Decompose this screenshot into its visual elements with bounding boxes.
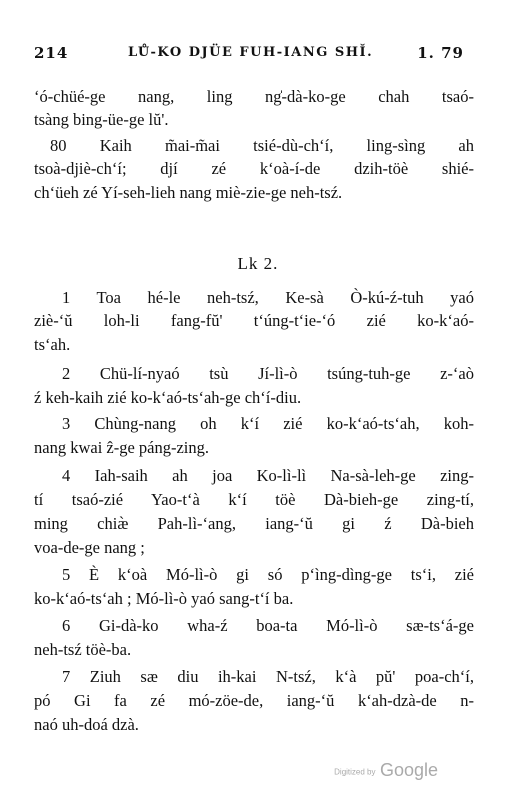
digitized-watermark xyxy=(334,760,438,781)
chapter-heading: Lk 2. xyxy=(237,254,279,273)
text-line: nang kwai ẑ-ge páng-zing. xyxy=(34,438,210,457)
verse-line: 7 Ziuh sæ diu ih-kai N-tsź, k‘à pŭ' poa-ch‘í, xyxy=(62,667,474,686)
text-line: tsàng bing-üe-ge lŭ'. xyxy=(34,110,169,129)
text-line: naó uh-doá dzà. xyxy=(34,715,139,734)
text-line: ko-k‘aó-ts‘ah ; Mó-lì-ò yaó sang-t‘í ba. xyxy=(34,589,294,608)
text-line: ch‘üeh zé Yí-seh-lieh nang miè-zie-ge neh-tsź. xyxy=(34,183,343,202)
google-logo-text: Google xyxy=(379,760,438,780)
verse-line: 80 Kaih m̃ai-m̃ai tsié-dù-ch‘í, ling-sìng ah xyxy=(50,136,474,155)
verse-line: 3 Chùng-nang oh k‘í zié ko-k‘aó-ts‘ah, koh- xyxy=(62,414,474,433)
verse-line: 6 Gi-dà-ko wha-ź boa-ta Mó-lì-ò sæ-ts‘á-ge xyxy=(62,616,474,635)
text-line: ‘ó-chüé-ge nang, ling ng̍-dà-ko-ge chah tsaó- xyxy=(34,87,474,106)
running-title: LŮ-KO DJÜE FUH-IANG SHĬ. xyxy=(128,45,374,60)
text-line: neh-tsź töè-ba. xyxy=(34,640,132,659)
text-line: ź keh-kaih zié ko-k‘aó-ts‘ah-ge ch‘í-diu. xyxy=(34,388,302,407)
verse-line: 1 Toa hé-le neh-tsź, Ke-sà Ò-kú-ź-tuh yaó xyxy=(62,288,474,307)
running-header xyxy=(34,44,464,68)
text-line: voa-de-ge nang ; xyxy=(34,538,145,557)
chapter-verse-ref: 1. 79 xyxy=(417,44,464,62)
watermark-prefix: Digitized by xyxy=(334,767,376,777)
text-line: tí tsaó-zié Yao-t‘à k‘í töè Dà-bieh-ge zing-tí, xyxy=(34,490,474,509)
text-line: pó Gi fa zé mó-zöe-de, iang-‘ŭ k‘ah-dzà-de n- xyxy=(34,691,474,710)
verse-line: 2 Chü-lí-nyaó tsù Jí-lì-ò tsúng-tuh-ge z-‘aò xyxy=(62,364,474,383)
text-line: ts‘ah. xyxy=(34,335,71,354)
text-line: ziè-‘ŭ loh-li fang-fŭ' t‘úng-t‘ie-‘ó zié ko-k‘aó- xyxy=(34,311,474,330)
verse-line: 5 È k‘oà Mó-lì-ò gi só p‘ìng-dìng-ge ts‘i, zié xyxy=(62,565,474,584)
page-number: 214 xyxy=(34,44,69,62)
text-line: tsoà-djiè-ch‘í; djí zé k‘oà-í-de dzih-töè shié- xyxy=(34,159,474,178)
text-line: ming chiæ̀ Pah-lì-‘ang, iang-‘ŭ gi ź Dà-bieh xyxy=(34,514,474,533)
verse-line: 4 Iah-saih ah joa Ko-lì-lì Na-sà-leh-ge zing- xyxy=(62,466,474,485)
